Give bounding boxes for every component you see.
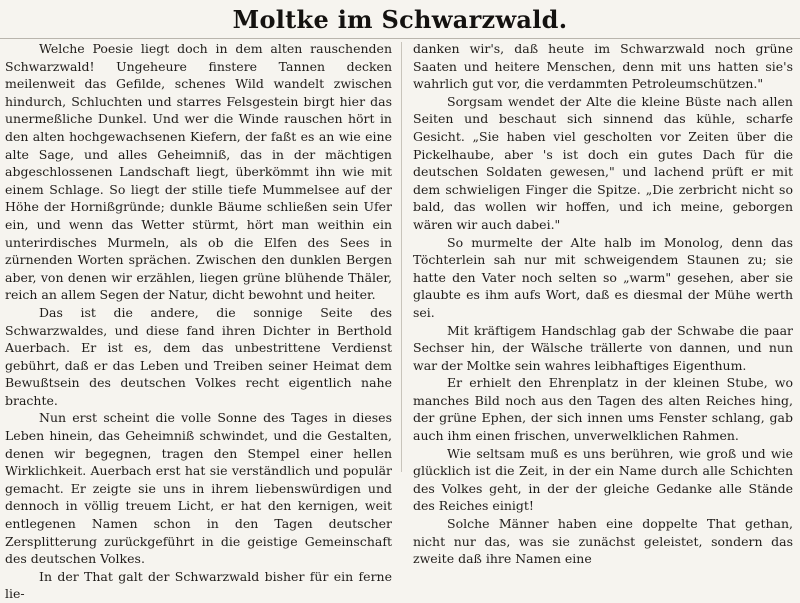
left-paragraph-4: In der That galt der Schwarzwald bisher für ein ferne lie- <box>5 568 392 602</box>
title-divider <box>0 38 800 39</box>
right-paragraph-3: So murmelte der Alte halb im Monolog, denn das Töchterlein sah nur mit schweigendem Staunen zu; sie hatte den Vater noch selten so „warm" gesehen, aber sie glaubte es ihm aufs Wort, daß es diesmal der Mühe werth sei. <box>413 234 793 320</box>
left-column <box>5 40 392 602</box>
left-paragraph-3: Nun erst scheint die volle Sonne des Tages in dieses Leben hinein, das Geheimniß schwindet, und die Gestalten, denen wir begegnen, tragen den Stempel einer hellen Wirklichkeit. Auerbach erst hat sie verständlich und populär gemacht. Er zeigte sie uns in ihrem liebenswürdigen und dennoch in völlig treuem Licht, er hat den kernigen, weit entlegenen Namen schon in den Tagen deutscher Zersplitterung zurückgeführt in die geistige Gemeinschaft des deutschen Volkes. <box>5 410 392 567</box>
left-paragraph-2: Das ist die andere, die sonnige Seite des Schwarzwaldes, und diese fand ihren Dichter in Berthold Auerbach. Er ist es, dem das unbestrittene Verdienst gebührt, daß er das Leben und Treiben seiner Heimat dem Bewußtsein des deutschen Volkes recht eigentlich nahe brachte. <box>5 304 392 408</box>
right-paragraph-7: Solche Männer haben eine doppelte That gethan, nicht nur das, was sie zunächst geleistet, sondern das zweite daß ihre Namen eine <box>413 516 793 567</box>
right-paragraph-1: danken wir's, daß heute im Schwarzwald noch grüne Saaten und heitere Menschen, denn mit uns hatten sie's wahrlich gut vor, die verdammten Petroleumschützen." <box>413 41 793 92</box>
right-paragraph-2: Sorgsam wendet der Alte die kleine Büste nach allen Seiten und beschaut sich sinnend das kühle, scharfe Gesicht. „Sie haben viel gescholten vor Zeiten über die Pickelhaube, aber 's ist doch ein gutes Dach für die deutschen Soldaten gewesen," und lachend prüft er mit dem schwieligen Finger die Spitze. „Die zerbricht nicht so bald, das wollen wir hoffen, und ich meine, geborgen wären wir auch dabei." <box>413 93 793 232</box>
column-divider <box>401 42 402 472</box>
right-column <box>413 40 793 567</box>
right-paragraph-5: Er erhielt den Ehrenplatz in der kleinen Stube, wo manches Bild noch aus den Tagen des alten Reiches hing, der grüne Ephen, der sich innen ums Fenster schlang, gab auch ihm einen frischen, unverwelklichen Rahmen. <box>413 375 793 444</box>
right-paragraph-6: Wie seltsam muß es uns berühren, wie groß und wie glücklich ist die Zeit, in der ein Name durch alle Schichten des Volkes geht, in der der gleiche Gedanke alle Stände des Reiches einigt! <box>413 445 793 514</box>
left-paragraph-1: Welche Poesie liegt doch in dem alten rauschenden Schwarzwald! Ungeheure finstere Tannen decken meilenweit das Gefilde, schenes Wild wandelt zwischen hindurch, Schluchten und starres Felsgestein birgt hier das unermeßliche Dunkel. Und wer die Winde rauschen hört in den alten hochgewachsenen Kiefern, der faßt es an wie eine alte Sage, und alles Geheimniß, das in der mächtigen abgeschlossenen Landschaft liegt, überkömmt ihn wie mit einem Schlage. So liegt der stille tiefe Mummelsee auf der Höhe der Hornißgründe; dunkle Bäume schließen sein Ufer ein, und wenn das Wetter stürmt, hört man weithin ein unterirdisches Murmeln, als ob die Elfen des Sees in zürnenden Worten sprächen. Zwischen den dunklen Bergen aber, von denen wir erzählen, liegen grüne blühende Thäler, reich an allem Segen der Natur, dicht bewohnt und heiter. <box>5 41 392 303</box>
article-title: Moltke im Schwarzwald. <box>232 5 568 34</box>
right-paragraph-4: Mit kräftigem Handschlag gab der Schwabe die paar Sechser hin, der Wälsche trällerte von dannen, und nun war der Moltke sein wahres leibhaftiges Eigenthum. <box>413 322 793 373</box>
